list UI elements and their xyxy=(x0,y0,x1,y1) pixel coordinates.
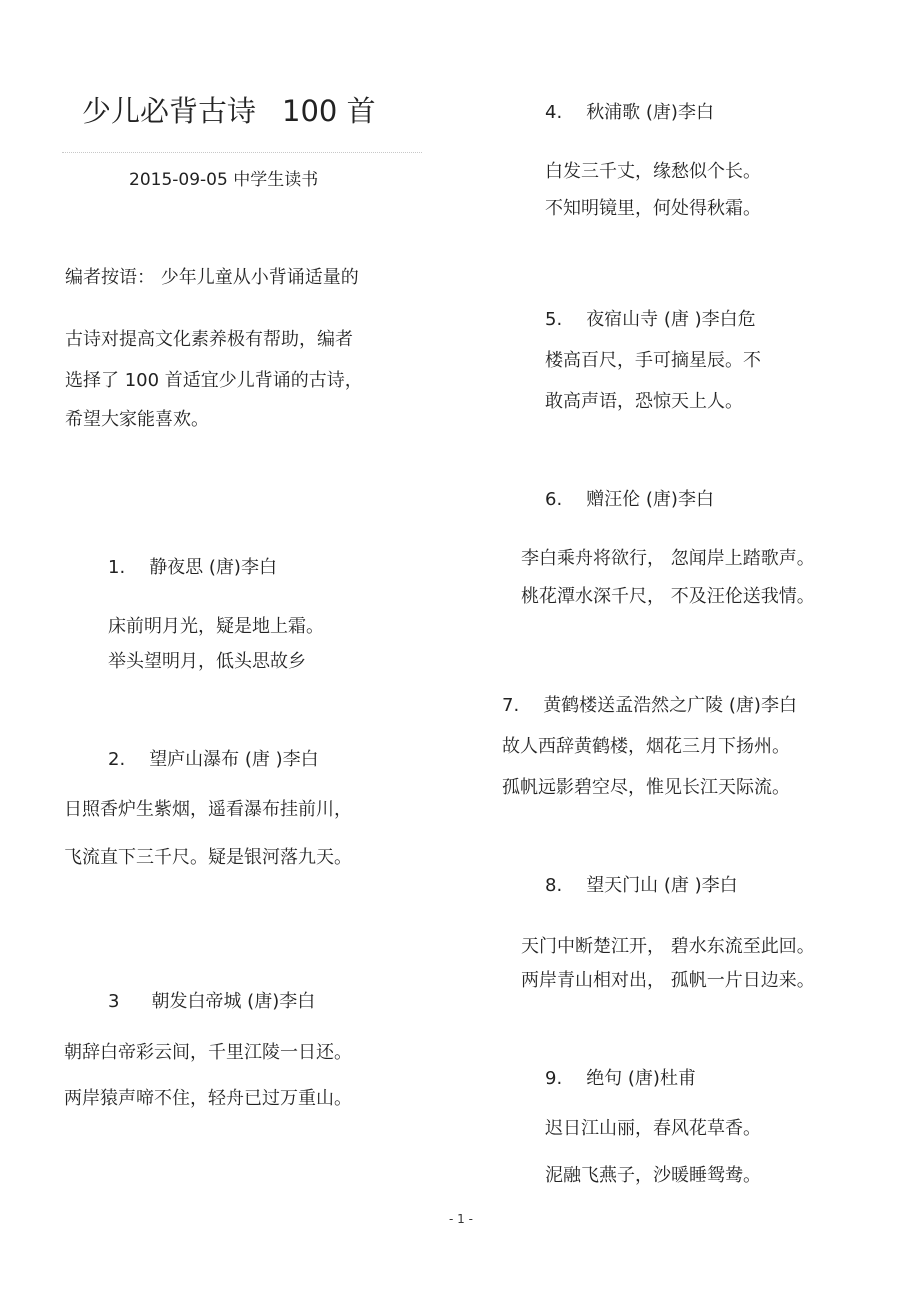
poem-heading xyxy=(108,751,319,769)
intro-line-3: 选择了 100 首适宜少儿背诵的古诗， xyxy=(65,370,363,391)
poem-title: 望天门山 (唐 )李白 xyxy=(586,875,738,896)
poem-number: 3 xyxy=(108,991,120,1012)
poem-number: 9. xyxy=(545,1068,563,1089)
poem-heading xyxy=(502,697,797,715)
title-text: 少儿必背古诗 xyxy=(82,94,257,128)
poem-number: 1. xyxy=(108,557,126,578)
poem-line: 日照香炉生紫烟，遥看瀑布挂前川， xyxy=(64,799,352,820)
poem-line: 两岸青山相对出， 孤帆一片日边来。 xyxy=(521,970,815,991)
poem-heading xyxy=(108,993,315,1011)
poem-line: 故人西辞黄鹤楼，烟花三月下扬州。 xyxy=(502,736,790,757)
poem-line: 天门中断楚江开， 碧水东流至此回。 xyxy=(521,936,815,957)
poem-number: 2. xyxy=(108,749,126,770)
poem-title: 朝发白帝城 (唐)李白 xyxy=(151,991,316,1012)
poem-line: 两岸猿声啼不住，轻舟已过万重山。 xyxy=(64,1088,352,1109)
poem-number: 5. xyxy=(545,309,563,330)
intro-line-2: 古诗对提高文化素养极有帮助，编者 xyxy=(65,329,353,350)
page-title xyxy=(82,94,376,128)
poem-heading xyxy=(545,491,714,509)
poem-title: 绝句 (唐)杜甫 xyxy=(586,1068,696,1089)
poem-line: 桃花潭水深千尺， 不及汪伦送我情。 xyxy=(521,586,815,607)
poem-line: 床前明月光，疑是地上霜。 xyxy=(108,616,324,637)
poem-heading xyxy=(545,1070,696,1088)
poem-line: 白发三千丈，缘愁似个长。 xyxy=(545,161,761,182)
poem-line: 飞流直下三千尺。疑是银河落九天。 xyxy=(64,847,352,868)
poem-title: 望庐山瀑布 (唐 )李白 xyxy=(149,749,319,770)
poem-line: 李白乘舟将欲行， 忽闻岸上踏歌声。 xyxy=(521,548,815,569)
poem-title: 赠汪伦 (唐)李白 xyxy=(586,489,714,510)
poem-line: 举头望明月，低头思故乡 xyxy=(108,651,306,672)
poem-line: 不知明镜里，何处得秋霜。 xyxy=(545,198,761,219)
page-number: - 1 - xyxy=(449,1212,473,1226)
poem-number: 8. xyxy=(545,875,563,896)
poem-number: 7. xyxy=(502,695,520,716)
date-source: 2015-09-05 中学生读书 xyxy=(129,170,319,190)
intro-line-1: 编者按语： 少年儿童从小背诵适量的 xyxy=(65,267,359,288)
intro-line-4: 希望大家能喜欢。 xyxy=(65,409,209,430)
title-divider xyxy=(62,152,422,153)
poem-title: 秋浦歌 (唐)李白 xyxy=(586,102,714,123)
poem-number: 4. xyxy=(545,102,563,123)
poem-line: 迟日江山丽，春风花草香。 xyxy=(545,1118,761,1139)
poem-title: 黄鹤楼送孟浩然之广陵 (唐)李白 xyxy=(543,695,797,716)
poem-title: 静夜思 (唐)李白 xyxy=(149,557,277,578)
poem-number: 6. xyxy=(545,489,563,510)
poem-line: 孤帆远影碧空尽，惟见长江天际流。 xyxy=(502,777,790,798)
poem-title: 夜宿山寺 (唐 )李白危 xyxy=(586,309,756,330)
poem-heading xyxy=(545,877,738,895)
poem-heading xyxy=(108,559,277,577)
poem-heading xyxy=(545,311,756,329)
poem-line: 敢高声语，恐惊天上人。 xyxy=(545,391,743,412)
poem-heading xyxy=(545,104,714,122)
poem-line: 楼高百尺，手可摘星辰。不 xyxy=(545,350,761,371)
title-count: 100 首 xyxy=(282,94,376,128)
poem-line: 朝辞白帝彩云间，千里江陵一日还。 xyxy=(64,1042,352,1063)
poem-line: 泥融飞燕子，沙暖睡鸳鸯。 xyxy=(545,1165,761,1186)
